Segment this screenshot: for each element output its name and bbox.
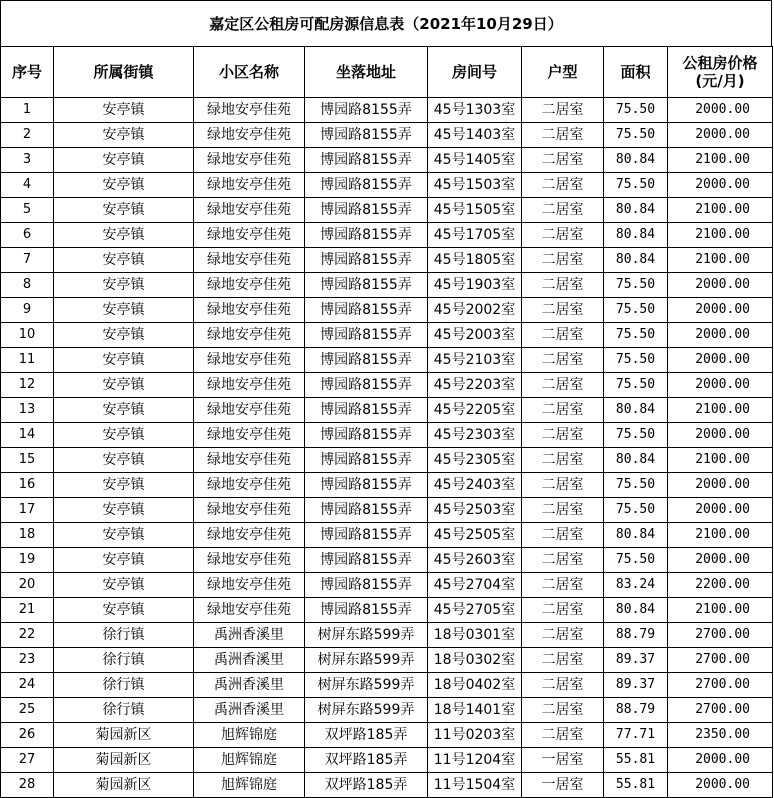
cell-address: 博园路8155弄: [305, 523, 428, 548]
cell-street: 安亭镇: [54, 148, 194, 173]
cell-room: 45号1805室: [428, 248, 522, 273]
cell-layout: 二居室: [522, 273, 604, 298]
table-row: [1, 623, 773, 648]
header-row: [1, 47, 773, 98]
cell-room: 45号1503室: [428, 173, 522, 198]
cell-area: 80.84: [604, 248, 668, 273]
cell-seq: 23: [1, 648, 54, 673]
cell-street: 徐行镇: [54, 623, 194, 648]
cell-room: 45号1505室: [428, 198, 522, 223]
cell-room: 45号2403室: [428, 473, 522, 498]
cell-price: 2000.00: [668, 273, 773, 298]
table-row: [1, 173, 773, 198]
table-row: [1, 398, 773, 423]
cell-price: 2000.00: [668, 548, 773, 573]
cell-address: 双坪路185弄: [305, 723, 428, 748]
table-row: [1, 323, 773, 348]
table-row: [1, 473, 773, 498]
cell-layout: 二居室: [522, 598, 604, 623]
cell-address: 树屏东路599弄: [305, 623, 428, 648]
cell-room: 18号0301室: [428, 623, 522, 648]
cell-street: 安亭镇: [54, 123, 194, 148]
table-row: [1, 448, 773, 473]
cell-area: 80.84: [604, 398, 668, 423]
cell-community: 绿地安亭佳苑: [194, 148, 305, 173]
cell-area: 88.79: [604, 623, 668, 648]
cell-community: 绿地安亭佳苑: [194, 248, 305, 273]
housing-table: [0, 46, 773, 798]
cell-area: 75.50: [604, 348, 668, 373]
cell-street: 徐行镇: [54, 673, 194, 698]
cell-address: 博园路8155弄: [305, 123, 428, 148]
cell-community: 绿地安亭佳苑: [194, 323, 305, 348]
table-row: [1, 548, 773, 573]
cell-street: 安亭镇: [54, 473, 194, 498]
cell-community: 绿地安亭佳苑: [194, 523, 305, 548]
header-price-line1: 公租房价格: [682, 54, 758, 72]
cell-area: 80.84: [604, 598, 668, 623]
cell-area: 75.50: [604, 548, 668, 573]
cell-room: 45号2305室: [428, 448, 522, 473]
cell-room: 45号1403室: [428, 123, 522, 148]
table-row: [1, 748, 773, 773]
cell-price: 2100.00: [668, 223, 773, 248]
cell-address: 树屏东路599弄: [305, 648, 428, 673]
cell-area: 75.50: [604, 298, 668, 323]
cell-seq: 18: [1, 523, 54, 548]
cell-address: 博园路8155弄: [305, 448, 428, 473]
cell-price: 2700.00: [668, 623, 773, 648]
table-row: [1, 498, 773, 523]
cell-community: 绿地安亭佳苑: [194, 373, 305, 398]
cell-address: 博园路8155弄: [305, 223, 428, 248]
cell-seq: 28: [1, 773, 54, 798]
cell-room: 45号2503室: [428, 498, 522, 523]
cell-area: 55.81: [604, 773, 668, 798]
cell-address: 博园路8155弄: [305, 323, 428, 348]
cell-address: 博园路8155弄: [305, 173, 428, 198]
cell-seq: 11: [1, 348, 54, 373]
cell-price: 2000.00: [668, 323, 773, 348]
cell-price: 2700.00: [668, 673, 773, 698]
cell-street: 安亭镇: [54, 173, 194, 198]
cell-area: 88.79: [604, 698, 668, 723]
cell-community: 绿地安亭佳苑: [194, 598, 305, 623]
cell-community: 绿地安亭佳苑: [194, 273, 305, 298]
cell-street: 菊园新区: [54, 723, 194, 748]
sheet-title: 嘉定区公租房可配房源信息表（2021年10月29日）: [0, 0, 772, 46]
cell-seq: 5: [1, 198, 54, 223]
cell-street: 安亭镇: [54, 523, 194, 548]
cell-price: 2100.00: [668, 598, 773, 623]
cell-room: 45号2205室: [428, 398, 522, 423]
cell-seq: 27: [1, 748, 54, 773]
table-header: [1, 47, 773, 98]
cell-room: 45号2704室: [428, 573, 522, 598]
cell-layout: 二居室: [522, 373, 604, 398]
cell-street: 安亭镇: [54, 98, 194, 123]
cell-seq: 9: [1, 298, 54, 323]
cell-layout: 二居室: [522, 548, 604, 573]
cell-area: 75.50: [604, 373, 668, 398]
cell-seq: 15: [1, 448, 54, 473]
cell-address: 博园路8155弄: [305, 248, 428, 273]
cell-seq: 20: [1, 573, 54, 598]
cell-room: 45号2505室: [428, 523, 522, 548]
cell-seq: 19: [1, 548, 54, 573]
cell-address: 博园路8155弄: [305, 398, 428, 423]
cell-layout: 二居室: [522, 473, 604, 498]
cell-seq: 1: [1, 98, 54, 123]
cell-price: 2000.00: [668, 348, 773, 373]
cell-price: 2000.00: [668, 173, 773, 198]
cell-community: 绿地安亭佳苑: [194, 473, 305, 498]
cell-street: 安亭镇: [54, 298, 194, 323]
cell-community: 禹洲香溪里: [194, 698, 305, 723]
cell-community: 绿地安亭佳苑: [194, 573, 305, 598]
cell-layout: 二居室: [522, 348, 604, 373]
header-price: [668, 47, 773, 98]
cell-area: 80.84: [604, 523, 668, 548]
cell-community: 绿地安亭佳苑: [194, 173, 305, 198]
cell-price: 2000.00: [668, 498, 773, 523]
cell-layout: 二居室: [522, 448, 604, 473]
cell-community: 绿地安亭佳苑: [194, 498, 305, 523]
cell-layout: 二居室: [522, 173, 604, 198]
cell-layout: 二居室: [522, 498, 604, 523]
cell-street: 安亭镇: [54, 373, 194, 398]
cell-address: 博园路8155弄: [305, 473, 428, 498]
cell-community: 旭辉锦庭: [194, 773, 305, 798]
cell-room: 11号1504室: [428, 773, 522, 798]
cell-community: 绿地安亭佳苑: [194, 98, 305, 123]
cell-room: 45号1705室: [428, 223, 522, 248]
cell-layout: 二居室: [522, 248, 604, 273]
table-row: [1, 523, 773, 548]
cell-street: 安亭镇: [54, 323, 194, 348]
table-row: [1, 348, 773, 373]
cell-seq: 2: [1, 123, 54, 148]
cell-room: 45号1405室: [428, 148, 522, 173]
cell-address: 博园路8155弄: [305, 423, 428, 448]
header-seq: 序号: [1, 47, 54, 98]
table-row: [1, 223, 773, 248]
cell-seq: 21: [1, 598, 54, 623]
table-row: [1, 698, 773, 723]
cell-layout: 一居室: [522, 748, 604, 773]
cell-area: 75.50: [604, 423, 668, 448]
cell-price: 2100.00: [668, 398, 773, 423]
cell-seq: 3: [1, 148, 54, 173]
cell-price: 2000.00: [668, 98, 773, 123]
cell-room: 45号2103室: [428, 348, 522, 373]
cell-layout: 二居室: [522, 298, 604, 323]
header-area: 面积: [604, 47, 668, 98]
cell-price: 2100.00: [668, 248, 773, 273]
cell-community: 绿地安亭佳苑: [194, 348, 305, 373]
header-layout: 户型: [522, 47, 604, 98]
cell-area: 80.84: [604, 198, 668, 223]
cell-street: 安亭镇: [54, 223, 194, 248]
cell-street: 菊园新区: [54, 748, 194, 773]
cell-community: 旭辉锦庭: [194, 723, 305, 748]
cell-area: 89.37: [604, 648, 668, 673]
cell-street: 安亭镇: [54, 398, 194, 423]
cell-room: 11号0203室: [428, 723, 522, 748]
cell-area: 75.50: [604, 273, 668, 298]
cell-layout: 二居室: [522, 123, 604, 148]
cell-layout: 二居室: [522, 98, 604, 123]
cell-street: 徐行镇: [54, 698, 194, 723]
cell-layout: 二居室: [522, 673, 604, 698]
cell-layout: 二居室: [522, 723, 604, 748]
cell-layout: 二居室: [522, 148, 604, 173]
cell-street: 安亭镇: [54, 573, 194, 598]
cell-price: 2000.00: [668, 473, 773, 498]
cell-area: 75.50: [604, 498, 668, 523]
cell-price: 2000.00: [668, 373, 773, 398]
cell-price: 2100.00: [668, 198, 773, 223]
cell-room: 45号2203室: [428, 373, 522, 398]
cell-community: 绿地安亭佳苑: [194, 398, 305, 423]
cell-price: 2000.00: [668, 123, 773, 148]
cell-community: 绿地安亭佳苑: [194, 423, 305, 448]
cell-address: 博园路8155弄: [305, 98, 428, 123]
header-community: 小区名称: [194, 47, 305, 98]
cell-price: 2100.00: [668, 448, 773, 473]
table-row: [1, 573, 773, 598]
header-price-line2: (元/月): [695, 72, 745, 90]
cell-community: 绿地安亭佳苑: [194, 448, 305, 473]
cell-community: 绿地安亭佳苑: [194, 298, 305, 323]
cell-address: 树屏东路599弄: [305, 698, 428, 723]
cell-area: 75.50: [604, 473, 668, 498]
table-row: [1, 648, 773, 673]
cell-layout: 二居室: [522, 573, 604, 598]
cell-room: 18号0302室: [428, 648, 522, 673]
table-row: [1, 273, 773, 298]
cell-layout: 二居室: [522, 323, 604, 348]
cell-room: 11号1204室: [428, 748, 522, 773]
cell-area: 83.24: [604, 573, 668, 598]
cell-price: 2000.00: [668, 773, 773, 798]
cell-price: 2000.00: [668, 298, 773, 323]
cell-area: 55.81: [604, 748, 668, 773]
cell-room: 45号1303室: [428, 98, 522, 123]
cell-price: 2200.00: [668, 573, 773, 598]
cell-seq: 14: [1, 423, 54, 448]
cell-price: 2000.00: [668, 748, 773, 773]
cell-price: 2700.00: [668, 648, 773, 673]
header-address: 坐落地址: [305, 47, 428, 98]
cell-room: 45号2002室: [428, 298, 522, 323]
cell-room: 45号2303室: [428, 423, 522, 448]
cell-address: 博园路8155弄: [305, 498, 428, 523]
cell-community: 绿地安亭佳苑: [194, 223, 305, 248]
cell-area: 75.50: [604, 98, 668, 123]
cell-community: 绿地安亭佳苑: [194, 548, 305, 573]
cell-address: 双坪路185弄: [305, 748, 428, 773]
cell-address: 博园路8155弄: [305, 548, 428, 573]
table-row: [1, 123, 773, 148]
cell-price: 2000.00: [668, 423, 773, 448]
table-row: [1, 673, 773, 698]
cell-area: 80.84: [604, 448, 668, 473]
table-row: [1, 373, 773, 398]
cell-layout: 一居室: [522, 773, 604, 798]
cell-street: 安亭镇: [54, 248, 194, 273]
table-row: [1, 773, 773, 798]
cell-street: 徐行镇: [54, 648, 194, 673]
cell-community: 禹洲香溪里: [194, 648, 305, 673]
cell-street: 安亭镇: [54, 548, 194, 573]
table-row: [1, 298, 773, 323]
table-body: [1, 98, 773, 798]
cell-seq: 12: [1, 373, 54, 398]
cell-street: 安亭镇: [54, 273, 194, 298]
cell-seq: 4: [1, 173, 54, 198]
cell-seq: 16: [1, 473, 54, 498]
cell-room: 45号2705室: [428, 598, 522, 623]
cell-layout: 二居室: [522, 648, 604, 673]
cell-seq: 10: [1, 323, 54, 348]
header-room: 房间号: [428, 47, 522, 98]
cell-seq: 13: [1, 398, 54, 423]
cell-seq: 24: [1, 673, 54, 698]
cell-area: 75.50: [604, 173, 668, 198]
table-row: [1, 148, 773, 173]
cell-price: 2100.00: [668, 148, 773, 173]
cell-layout: 二居室: [522, 398, 604, 423]
cell-price: 2700.00: [668, 698, 773, 723]
cell-area: 77.71: [604, 723, 668, 748]
cell-layout: 二居室: [522, 698, 604, 723]
cell-layout: 二居室: [522, 623, 604, 648]
cell-street: 安亭镇: [54, 198, 194, 223]
table-row: [1, 423, 773, 448]
cell-room: 45号2603室: [428, 548, 522, 573]
cell-street: 安亭镇: [54, 498, 194, 523]
cell-street: 安亭镇: [54, 448, 194, 473]
cell-room: 18号0402室: [428, 673, 522, 698]
table-row: [1, 598, 773, 623]
cell-room: 45号1903室: [428, 273, 522, 298]
cell-layout: 二居室: [522, 198, 604, 223]
cell-address: 双坪路185弄: [305, 773, 428, 798]
cell-seq: 8: [1, 273, 54, 298]
cell-community: 绿地安亭佳苑: [194, 123, 305, 148]
cell-street: 安亭镇: [54, 423, 194, 448]
cell-room: 45号2003室: [428, 323, 522, 348]
cell-address: 博园路8155弄: [305, 348, 428, 373]
cell-address: 树屏东路599弄: [305, 673, 428, 698]
cell-room: 18号1401室: [428, 698, 522, 723]
cell-address: 博园路8155弄: [305, 198, 428, 223]
cell-address: 博园路8155弄: [305, 273, 428, 298]
cell-street: 菊园新区: [54, 773, 194, 798]
cell-street: 安亭镇: [54, 348, 194, 373]
header-street: 所属街镇: [54, 47, 194, 98]
cell-layout: 二居室: [522, 423, 604, 448]
cell-seq: 17: [1, 498, 54, 523]
cell-price: 2100.00: [668, 523, 773, 548]
cell-seq: 22: [1, 623, 54, 648]
cell-community: 禹洲香溪里: [194, 673, 305, 698]
cell-community: 禹洲香溪里: [194, 623, 305, 648]
cell-address: 博园路8155弄: [305, 598, 428, 623]
table-row: [1, 723, 773, 748]
cell-area: 75.50: [604, 323, 668, 348]
cell-area: 89.37: [604, 673, 668, 698]
cell-address: 博园路8155弄: [305, 573, 428, 598]
cell-area: 75.50: [604, 123, 668, 148]
cell-community: 绿地安亭佳苑: [194, 198, 305, 223]
cell-address: 博园路8155弄: [305, 373, 428, 398]
cell-price: 2350.00: [668, 723, 773, 748]
cell-address: 博园路8155弄: [305, 298, 428, 323]
cell-street: 安亭镇: [54, 598, 194, 623]
cell-seq: 26: [1, 723, 54, 748]
table-row: [1, 198, 773, 223]
cell-layout: 二居室: [522, 223, 604, 248]
cell-community: 旭辉锦庭: [194, 748, 305, 773]
cell-seq: 7: [1, 248, 54, 273]
cell-seq: 6: [1, 223, 54, 248]
cell-layout: 二居室: [522, 523, 604, 548]
cell-address: 博园路8155弄: [305, 148, 428, 173]
table-row: [1, 98, 773, 123]
cell-area: 80.84: [604, 148, 668, 173]
cell-area: 80.84: [604, 223, 668, 248]
cell-seq: 25: [1, 698, 54, 723]
table-row: [1, 248, 773, 273]
